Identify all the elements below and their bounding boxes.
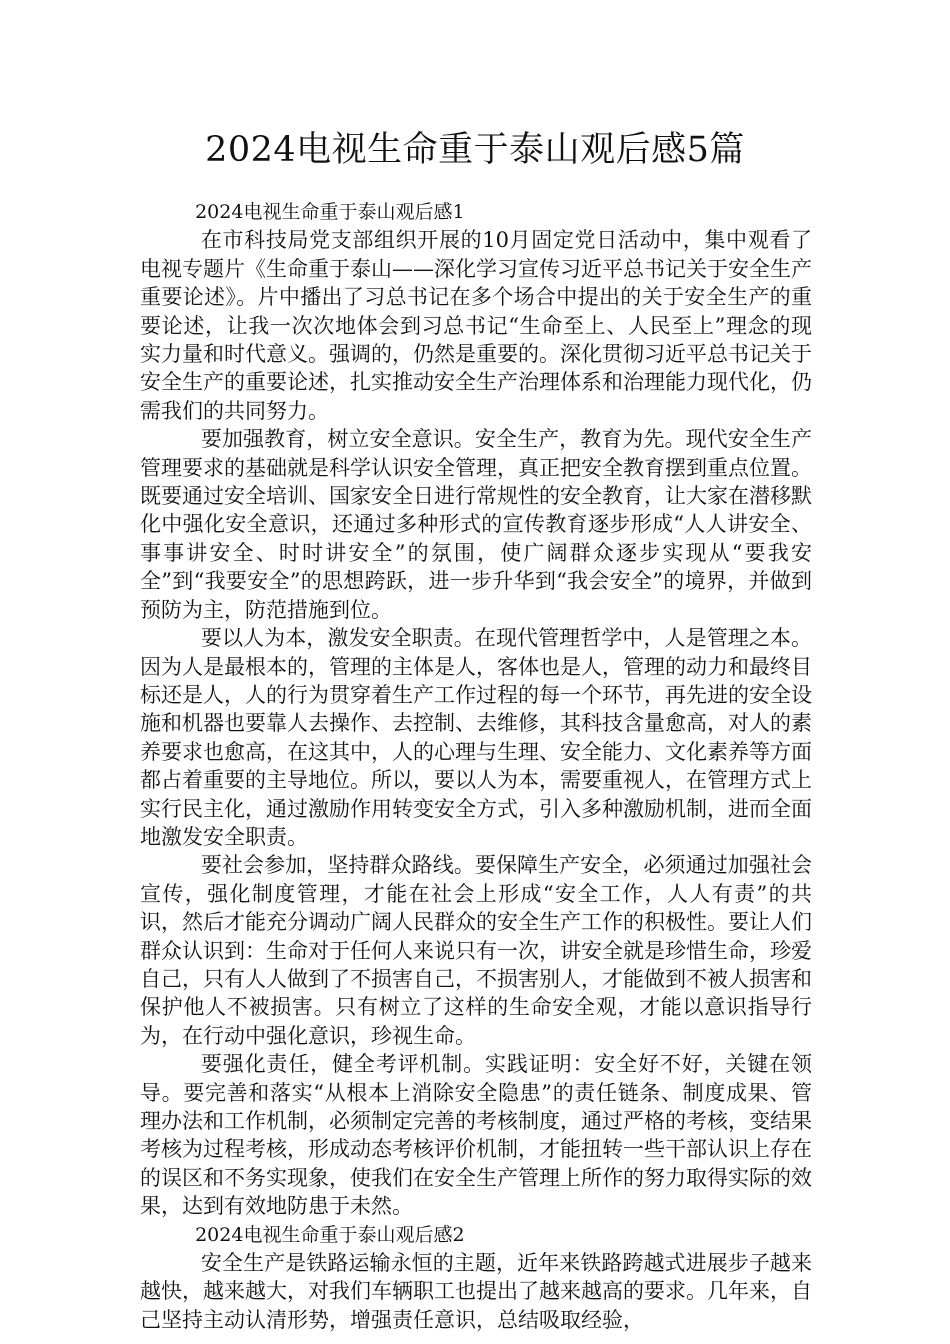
paragraph: 在市科技局党支部组织开展的10月固定党日活动中，集中观看了电视专题片《生命重于泰山——深化学习宣传习近平总书记关于安全生产重要论述》。片中播出了习总书记在多个场合中提出的关于安全生产的重要论述，让我一次次地体会到习总书记“生命至上、人民至上”理念的现实力量和时代意义。强调的，仍然是重要的。深化贯彻习近平总书记关于安全生产的重要论述，扎实推动安全生产治理体系和治理能力现代化，仍需我们的共同努力。 xyxy=(140,228,812,423)
document-body xyxy=(140,198,812,1334)
section-heading-1: 2024电视生命重于泰山观后感1 xyxy=(195,201,465,223)
paragraph: 要加强教育，树立安全意识。安全生产，教育为先。现代安全生产管理要求的基础就是科学认识安全管理，真正把安全教育摆到重点位置。既要通过安全培训、国家安全日进行常规性的安全教育，让大家在潜移默化中强化安全意识，还通过多种形式的宣传教育逐步形成“人人讲安全、事事讲安全、时时讲安全”的氛围，使广阔群众逐步实现从“要我安全”到“我要安全”的思想跨跃，进一步升华到“我会安全”的境界，并做到预防为主，防范措施到位。 xyxy=(140,427,812,622)
paragraph: 安全生产是铁路运输永恒的主题，近年来铁路跨越式进展步子越来越快，越来越大，对我们车辆职工也提出了越来越高的要求。几年来，自己坚持主动认清形势，增强责任意识，总结吸取经验， xyxy=(140,1251,812,1332)
document-title: 2024电视生命重于泰山观后感5篇 xyxy=(205,130,745,170)
paragraph: 要强化责任，健全考评机制。实践证明：安全好不好，关键在领导。要完善和落实“从根本上消除安全隐患”的责任链条、制度成果、管理办法和工作机制，必须制定完善的考核制度，通过严格的考核，变结果考核为过程考核，形成动态考核评价机制，才能扭转一些干部认识上存在的误区和不务实现象，使我们在安全生产管理上所作的努力取得实际的效果，达到有效地防患于未然。 xyxy=(140,1052,812,1219)
paragraph: 要以人为本，激发安全职责。在现代管理哲学中，人是管理之本。因为人是最根本的，管理的主体是人，客体也是人，管理的动力和最终目标还是人，人的行为贯穿着生产工作过程的每一个环节，再先进的安全设施和机器也要靠人去操作、去控制、去维修，其科技含量愈高，对人的素养要求也愈高，在这其中，人的心理与生理、安全能力、文化素养等方面都占着重要的主导地位。所以，要以人为本，需要重视人，在管理方式上实行民主化，通过激励作用转变安全方式，引入多种激励机制，进而全面地激发安全职责。 xyxy=(140,626,812,849)
section-heading-2: 2024电视生命重于泰山观后感2 xyxy=(195,1223,465,1246)
paragraph: 要社会参加，坚持群众路线。要保障生产安全，必须通过加强社会宣传，强化制度管理，才能在社会上形成“安全工作，人人有责”的共识，然后才能充分调动广阔人民群众的安全生产工作的积极性。要让人们群众认识到：生命对于任何人来说只有一次，讲安全就是珍惜生命，珍爱自己，只有人人做到了不损害自己，不损害别人，才能做到不被人损害和保护他人不被损害。只有树立了这样的生命安全观，才能以意识指导行为，在行动中强化意识，珍视生命。 xyxy=(140,853,812,1048)
